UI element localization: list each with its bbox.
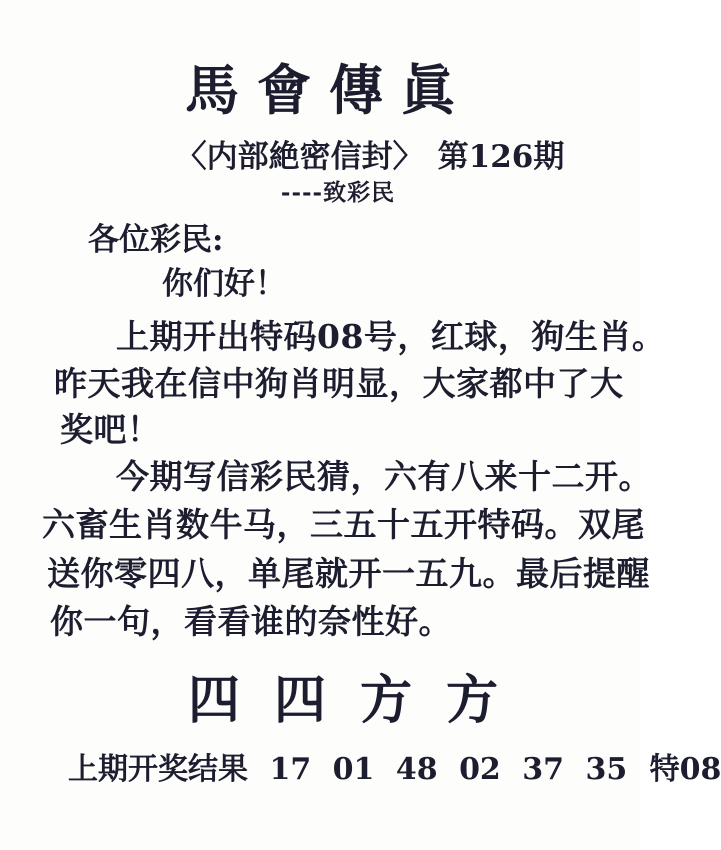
body-line-1: 上期开出特码08号，红球，狗生肖。 — [116, 317, 666, 356]
result-number-6: 35 — [585, 752, 628, 787]
body-line-6: 送你零四八，单尾就开一五九。最后提醒 — [47, 554, 650, 593]
results-label: 上期开奖结果 — [68, 752, 248, 787]
dedication-line: ----致彩民 — [280, 179, 396, 206]
issue-number: 第126期 — [437, 139, 565, 175]
body-line-5: 六畜生肖数牛马，三五十五开特码。双尾 — [42, 505, 645, 544]
signature-name: 四四方方 — [187, 670, 532, 731]
body-line-3: 奖吧！ — [60, 410, 161, 449]
result-number-3: 48 — [395, 752, 438, 787]
page-title: 馬會傳眞 — [185, 58, 473, 122]
salutation: 各位彩民: — [88, 222, 224, 258]
special-number: 特08 — [649, 752, 721, 787]
result-number-1: 17 — [269, 752, 312, 787]
body-line-2: 昨天我在信中狗肖明显，大家都中了大 — [54, 364, 624, 403]
body-line-7: 你一句，看看谁的奈性好。 — [50, 602, 452, 641]
last-draw-results — [68, 744, 721, 788]
issue-line — [0, 131, 640, 176]
result-number-5: 37 — [522, 752, 565, 787]
body-line-4: 今期写信彩民猜，六有八来十二开。 — [116, 457, 652, 496]
result-number-4: 02 — [459, 752, 501, 787]
envelope-label: 〈内部絶密信封〉 — [175, 139, 424, 175]
greeting: 你们好！ — [162, 266, 286, 302]
result-number-2: 01 — [332, 752, 375, 787]
